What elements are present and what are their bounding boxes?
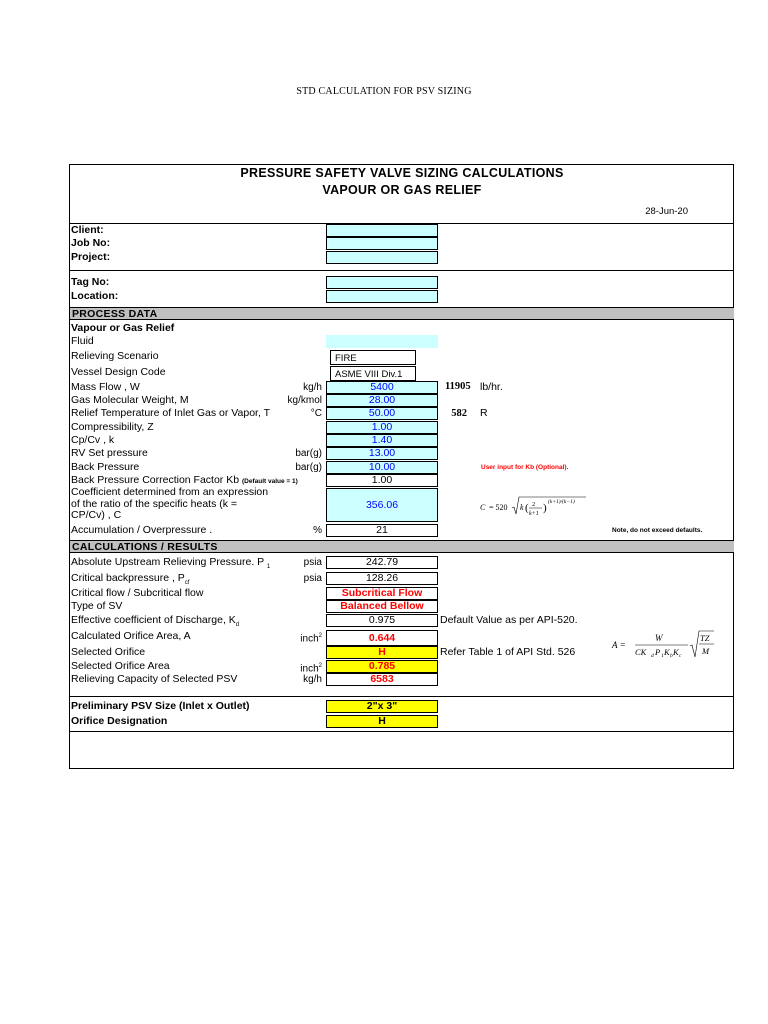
sheet-date: 28-Jun-20 — [645, 206, 688, 217]
critical-backpressure-unit: psia — [303, 573, 322, 584]
divider — [70, 696, 734, 697]
svg-text:K: K — [664, 647, 670, 657]
vessel-design-code-label: Vessel Design Code — [71, 366, 166, 378]
compressibility-input[interactable]: 1.00 — [326, 421, 438, 434]
svg-text:A =: A = — [612, 640, 626, 650]
orifice-area-value: 0.644 — [326, 630, 438, 646]
svg-text:P: P — [655, 647, 661, 657]
mass-flow-lb-unit: lb/hr. — [480, 381, 503, 393]
selected-orifice-note: Refer Table 1 of API Std. 526 — [440, 646, 576, 658]
selected-orifice-label: Selected Orifice — [71, 646, 146, 658]
coefficient-c-formula — [478, 494, 588, 518]
specific-heat-ratio-label: Cp/Cv , k — [71, 434, 115, 446]
upstream-pressure-value: 242.79 — [326, 556, 438, 569]
coefficient-c-label-line1: Coefficient determined from an expression — [71, 486, 269, 498]
divider — [70, 270, 734, 271]
fluid-input[interactable] — [326, 335, 438, 348]
rankine-unit: R — [480, 407, 488, 419]
discharge-coefficient-value: 0.975 — [326, 614, 438, 627]
relief-temperature-rankine: 582 — [451, 408, 467, 419]
upstream-pressure-unit: psia — [303, 557, 322, 568]
relieving-scenario-select[interactable]: FIRE — [330, 350, 416, 365]
sheet-subtitle: VAPOUR OR GAS RELIEF — [322, 183, 482, 197]
project-input[interactable] — [326, 251, 438, 264]
coefficient-c-label — [71, 487, 268, 522]
set-pressure-unit: bar(g) — [295, 448, 322, 459]
svg-text:b: b — [670, 653, 673, 659]
selected-orifice-area-unit: inch$^2$ — [300, 663, 322, 675]
svg-text:2: 2 — [532, 501, 536, 508]
accumulation-unit: % — [313, 525, 322, 536]
svg-text:(k+1)/(k−1): (k+1)/(k−1) — [548, 499, 575, 505]
kb-default-note: (Default value = 1) — [241, 478, 298, 485]
selected-orifice-value: H — [326, 646, 438, 659]
tag-no-label: Tag No: — [71, 276, 110, 288]
compressibility-label: Compressibility, Z — [71, 421, 154, 433]
upstream-pressure-label: Absolute Upstream Relieving Pressure. P $_1$ — [71, 556, 271, 571]
accumulation-note: Note, do not exceed defaults. — [612, 527, 703, 534]
svg-text:1: 1 — [661, 653, 664, 659]
psv-size-label: Preliminary PSV Size (Inlet x Outlet) — [71, 700, 250, 712]
kb-input[interactable]: 1.00 — [326, 474, 438, 487]
sv-type-value: Balanced Bellow — [326, 600, 438, 613]
mass-flow-lb-value: 11905 — [445, 381, 471, 392]
vessel-design-code-select[interactable]: ASME VIII Div.1 — [330, 366, 416, 381]
accumulation-input[interactable]: 21 — [326, 524, 438, 537]
relief-temperature-unit: °C — [310, 408, 322, 419]
orifice-designation-label: Orifice Designation — [71, 715, 168, 727]
kb-label: Back Pressure Correction Factor Kb (Default value = 1) — [71, 474, 298, 486]
back-pressure-input[interactable]: 10.00 — [326, 461, 438, 474]
relieving-capacity-value: 6583 — [326, 673, 438, 686]
relief-temperature-label: Relief Temperature of Inlet Gas or Vapor, T — [71, 407, 271, 419]
client-label: Client: — [71, 224, 104, 236]
relieving-scenario-label: Relieving Scenario — [71, 350, 159, 362]
location-label: Location: — [71, 290, 119, 302]
svg-text:c: c — [679, 653, 682, 659]
discharge-coefficient-label: Effective coefficient of Discharge, $K_d$ — [71, 614, 240, 629]
discharge-coefficient-note: Default Value as per API-520. — [440, 614, 578, 626]
molecular-weight-label: Gas Molecular Weight, M — [71, 394, 189, 406]
svg-text:= 520: = 520 — [489, 503, 508, 512]
orifice-designation-value: H — [326, 715, 438, 728]
svg-text:): ) — [543, 502, 547, 514]
orifice-area-label: Calculated Orifice Area, A — [71, 630, 191, 642]
sv-type-label: Type of SV — [71, 600, 123, 612]
project-label: Project: — [71, 251, 111, 263]
critical-backpressure-label: Critical backpressure , $P_{cf}$ — [71, 572, 190, 587]
svg-text:TZ: TZ — [700, 633, 710, 643]
mass-flow-unit: kg/h — [303, 382, 322, 393]
calculations-section: CALCULATIONS / RESULTS — [70, 540, 734, 553]
flow-type-value: Subcritical Flow — [326, 587, 438, 600]
svg-text:(: ( — [525, 502, 529, 514]
coefficient-c-label-line3: CP/Cv) , C — [71, 509, 122, 521]
mass-flow-label: Mass Flow , W — [71, 381, 140, 393]
location-input[interactable] — [326, 290, 438, 303]
coefficient-c-label-line2: of the ratio of the specific heats (k = — [71, 497, 238, 510]
mass-flow-input[interactable]: 5400 — [326, 381, 438, 394]
svg-text:K: K — [673, 647, 679, 657]
vapour-relief-heading: Vapour or Gas Relief — [71, 322, 175, 334]
relieving-capacity-label: Relieving Capacity of Selected PSV — [71, 673, 238, 685]
selected-orifice-area-value: 0.785 — [326, 660, 438, 673]
client-input[interactable] — [326, 224, 438, 237]
svg-text:k: k — [520, 503, 524, 512]
svg-text:d: d — [651, 653, 654, 659]
svg-text:CK: CK — [635, 647, 647, 657]
document-title: STD CALCULATION FOR PSV SIZING — [296, 86, 472, 97]
back-pressure-label: Back Pressure — [71, 461, 140, 473]
psv-size-value: 2"x 3" — [326, 700, 438, 713]
process-data-section: PROCESS DATA — [70, 307, 734, 320]
svg-text:W: W — [655, 633, 663, 643]
coefficient-c-value: 356.06 — [326, 488, 438, 522]
molecular-weight-input[interactable]: 28.00 — [326, 394, 438, 407]
set-pressure-label: RV Set pressure — [71, 447, 148, 459]
selected-orifice-area-label: Selected Orifice Area — [71, 660, 170, 672]
svg-text:C: C — [480, 503, 486, 512]
job-no-input[interactable] — [326, 237, 438, 250]
molecular-weight-unit: kg/kmol — [287, 395, 322, 406]
tag-no-input[interactable] — [326, 276, 438, 289]
relief-temperature-input[interactable]: 50.00 — [326, 407, 438, 420]
svg-text:M: M — [702, 646, 710, 656]
sheet-title: PRESSURE SAFETY VALVE SIZING CALCULATIONS — [240, 166, 564, 180]
orifice-area-unit: inch$^2$ — [300, 633, 322, 645]
relieving-capacity-unit: kg/h — [303, 674, 322, 685]
divider — [70, 731, 734, 732]
specific-heat-ratio-input[interactable]: 1.40 — [326, 434, 438, 447]
accumulation-label: Accumulation / Overpressure . — [71, 524, 213, 536]
flow-type-label: Critical flow / Subcritical flow — [71, 587, 204, 599]
kb-user-input-note: User input for Kb (Optional). — [481, 464, 569, 471]
svg-text:k+1: k+1 — [529, 511, 539, 517]
job-no-label: Job No: — [71, 237, 111, 249]
back-pressure-unit: bar(g) — [295, 462, 322, 473]
critical-backpressure-value: 128.26 — [326, 572, 438, 585]
fluid-label: Fluid — [71, 335, 94, 347]
orifice-area-formula — [610, 628, 720, 660]
set-pressure-input[interactable]: 13.00 — [326, 447, 438, 460]
